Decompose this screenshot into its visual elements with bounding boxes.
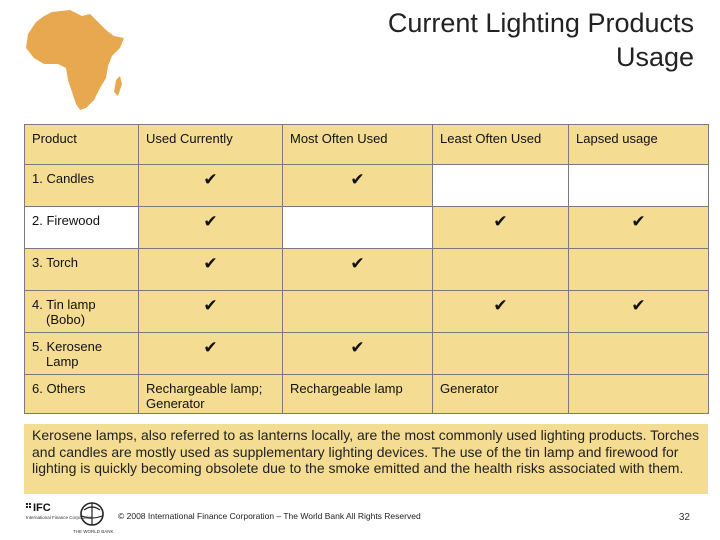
table-row — [25, 333, 709, 375]
africa-map-logo — [22, 8, 132, 116]
check-icon: ✔ — [631, 212, 646, 231]
product-cell: 1. Candles — [25, 165, 139, 207]
svg-text:IFC: IFC — [33, 502, 51, 514]
title-line-2: Usage — [615, 42, 694, 72]
lapsed-usage-cell — [569, 249, 709, 291]
product-cell: 5. Kerosene Lamp — [25, 333, 139, 375]
product-cell: 3. Torch — [25, 249, 139, 291]
check-icon: ✔ — [350, 170, 365, 189]
table-row — [25, 207, 709, 249]
header-most-often-used: Most Often Used — [283, 125, 433, 165]
lapsed-usage-cell — [569, 333, 709, 375]
table-header-row — [25, 125, 709, 165]
lapsed-usage-cell — [569, 207, 709, 249]
footer — [24, 498, 708, 538]
used-currently-cell: Rechargeable lamp; Generator — [139, 375, 283, 414]
lapsed-usage-cell — [569, 291, 709, 333]
header-lapsed-usage: Lapsed usage — [569, 125, 709, 165]
used-currently-cell — [139, 165, 283, 207]
ifc-logo — [24, 500, 93, 536]
check-icon: ✔ — [203, 170, 218, 189]
least-often-used-cell — [433, 165, 569, 207]
lapsed-usage-cell — [569, 375, 709, 414]
world-bank-logo — [70, 500, 116, 536]
used-currently-cell — [139, 207, 283, 249]
check-icon: ✔ — [493, 296, 508, 315]
used-currently-cell — [139, 249, 283, 291]
check-icon: ✔ — [203, 296, 218, 315]
check-icon: ✔ — [350, 254, 365, 273]
least-often-used-cell — [433, 291, 569, 333]
least-often-used-cell — [433, 207, 569, 249]
summary-text: Kerosene lamps, also referred to as lanterns locally, are the most commonly used lighting products. Torches and candles are mostly used as supplementary lighting devices. The use of the tin lamp and firewood for lighting is quickly becoming obsolete due to the smoke emitted and the health risks associated with them. — [24, 424, 708, 494]
header-used-currently: Used Currently — [139, 125, 283, 165]
most-often-used-cell — [283, 165, 433, 207]
product-cell: 2. Firewood — [25, 207, 139, 249]
check-icon: ✔ — [203, 212, 218, 231]
product-cell: 4. Tin lamp (Bobo) — [25, 291, 139, 333]
most-often-used-cell — [283, 249, 433, 291]
used-currently-cell — [139, 333, 283, 375]
lapsed-usage-cell — [569, 165, 709, 207]
lighting-products-table — [24, 124, 708, 414]
page-title — [388, 6, 694, 74]
product-cell: 6. Others — [25, 375, 139, 414]
check-icon: ✔ — [493, 212, 508, 231]
check-icon: ✔ — [631, 296, 646, 315]
most-often-used-cell — [283, 207, 433, 249]
page-number: 32 — [678, 512, 690, 523]
check-icon: ✔ — [350, 338, 365, 357]
svg-text:International Finance Corporat: International Finance Corporation — [26, 515, 93, 520]
least-often-used-cell: Generator — [433, 375, 569, 414]
copyright-text: © 2008 International Finance Corporation – The World Bank All Rights Reserved — [118, 511, 421, 521]
most-often-used-cell — [283, 291, 433, 333]
table-row — [25, 249, 709, 291]
title-line-1: Current Lighting Products — [387, 8, 694, 38]
least-often-used-cell — [433, 333, 569, 375]
table-row — [25, 375, 709, 414]
header-product: Product — [25, 125, 139, 165]
table-row — [25, 291, 709, 333]
used-currently-cell — [139, 291, 283, 333]
check-icon: ✔ — [203, 254, 218, 273]
most-often-used-cell — [283, 333, 433, 375]
header-least-often-used: Least Often Used — [433, 125, 569, 165]
table-row — [25, 165, 709, 207]
check-icon: ✔ — [203, 338, 218, 357]
least-often-used-cell — [433, 249, 569, 291]
most-often-used-cell: Rechargeable lamp — [283, 375, 433, 414]
svg-text:THE WORLD BANK: THE WORLD BANK — [73, 529, 114, 534]
